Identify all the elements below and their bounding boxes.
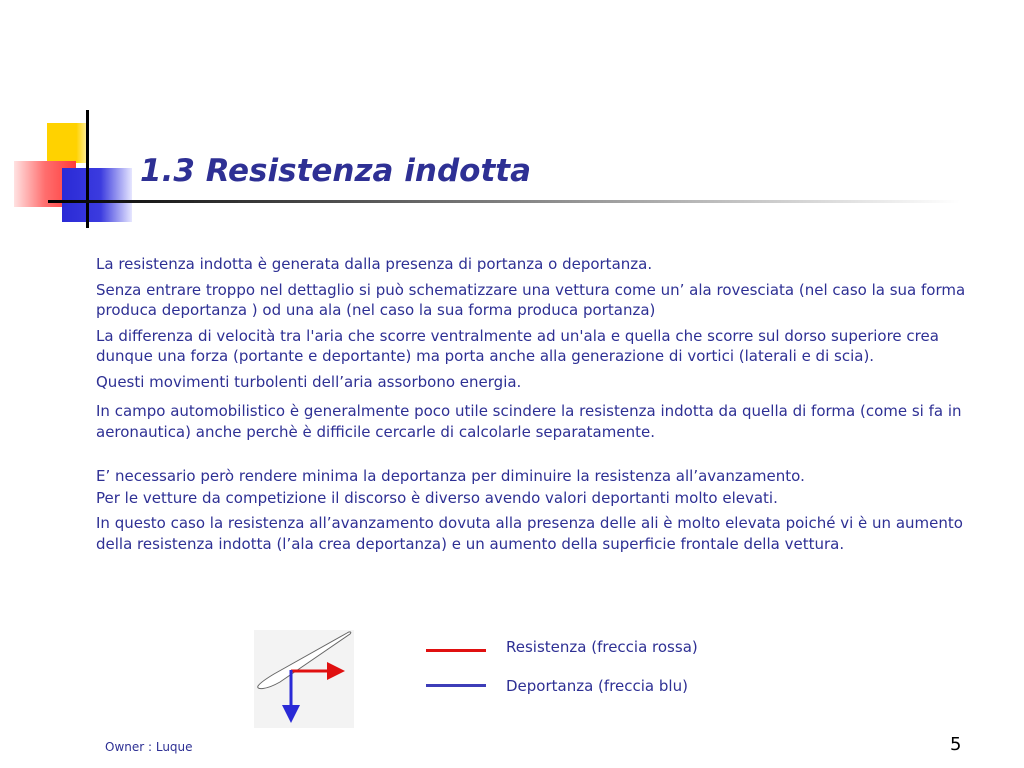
wing-profile-with-force-arrows-icon <box>254 630 354 728</box>
page-number: 5 <box>950 734 962 755</box>
decor-vertical-line <box>86 110 89 228</box>
footer-owner: Owner : Luque <box>105 740 193 754</box>
decor-yellow-square <box>47 123 89 163</box>
legend-blue-line <box>426 684 486 687</box>
page-title: 1.3 Resistenza indotta <box>140 153 531 189</box>
decor-blue-square <box>62 168 132 222</box>
paragraph: Questi movimenti turbolenti dell’aria assorbono energia. <box>96 372 522 391</box>
paragraph: La differenza di velocità tra l'aria che scorre ventralmente ad un'ala e quella che scorre sul dorso superiore crea dunque una forza (portante e deportante) ma porta anche alla generazione di vortici (laterali e di scia). <box>96 326 939 365</box>
title-underline <box>48 200 960 203</box>
paragraph: In questo caso la resistenza all’avanzamento dovuta alla presenza delle ali è molto elevata poiché vi è un aumento della resistenza indotta (l’ala crea deportanza) e un aumento della superficie frontale della vettura. <box>96 514 963 553</box>
legend-red-line <box>426 649 486 652</box>
paragraph: In campo automobilistico è generalmente poco utile scindere la resistenza indotta da quella di forma (come si fa in aeronautica) anche perchè è difficile cercarle di calcolarle separatamente. <box>96 402 962 441</box>
slide-body <box>96 254 976 559</box>
paragraph: La resistenza indotta è generata dalla presenza di portanza o deportanza. <box>96 255 653 273</box>
legend-label-deportanza: Deportanza (freccia blu) <box>506 677 688 695</box>
paragraph: Senza entrare troppo nel dettaglio si può schematizzare una vettura come un’ ala rovesciata (nel caso la sua forma produca deportanza ) od una ala (nel caso la sua forma produca portanza) <box>96 280 966 319</box>
paragraph: Per le vetture da competizione il discorso è diverso avendo valori deportanti molto elevati. <box>96 488 778 507</box>
paragraph: E’ necessario però rendere minima la deportanza per diminuire la resistenza all’avanzamento. <box>96 467 805 485</box>
legend-label-resistenza: Resistenza (freccia rossa) <box>506 638 698 656</box>
